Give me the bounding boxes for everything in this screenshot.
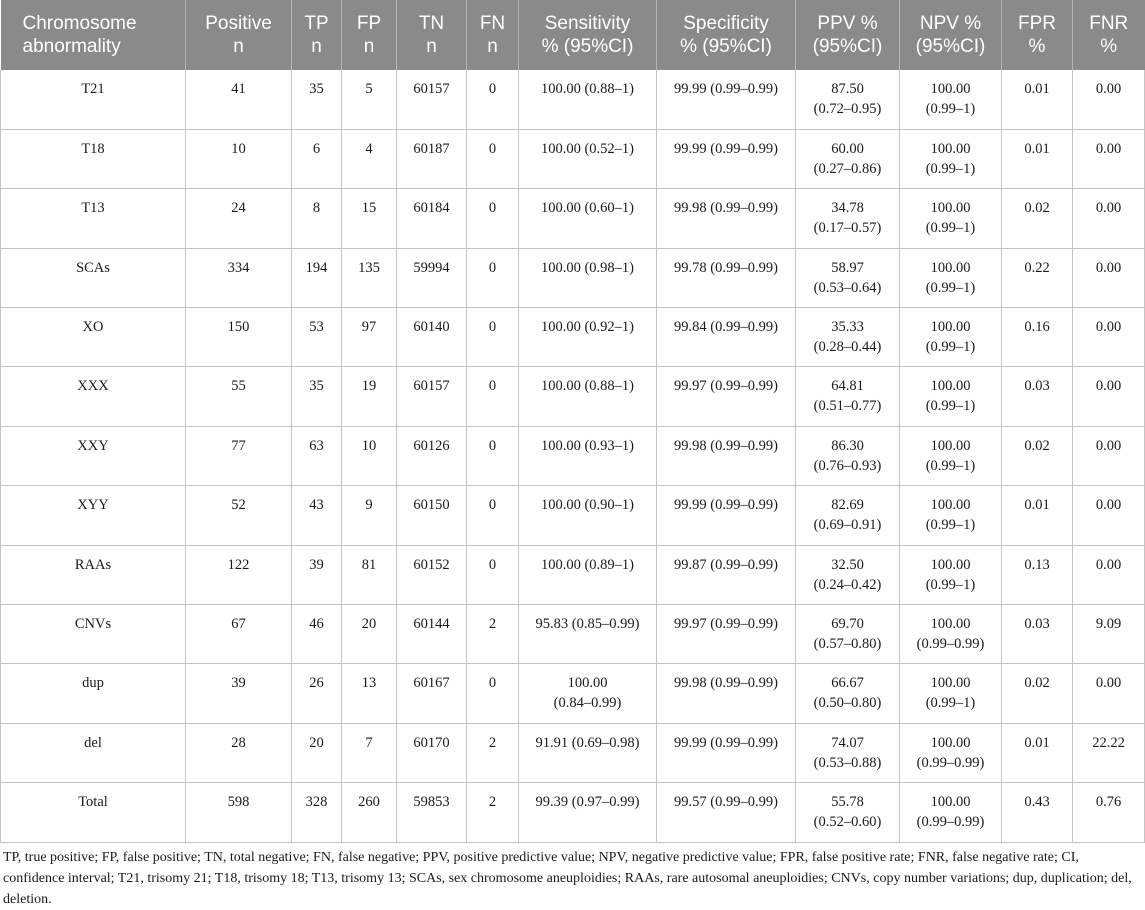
table-row <box>1 367 1145 426</box>
cell-npv: 100.00 (0.99–1) <box>900 664 1002 723</box>
cell-specificity: 99.99 (0.99–0.99) <box>657 70 796 129</box>
cell-abnormality: SCAs <box>1 248 186 307</box>
header-row <box>1 0 1145 70</box>
cell-fp: 10 <box>342 426 397 485</box>
cell-fnr: 22.22 <box>1073 723 1145 782</box>
cell-fn: 0 <box>467 664 519 723</box>
cell-ppv: 55.78 (0.52–0.60) <box>796 783 900 842</box>
cell-fpr: 0.02 <box>1002 426 1073 485</box>
cell-fp: 5 <box>342 70 397 129</box>
cell-fn: 2 <box>467 783 519 842</box>
cell-positive: 10 <box>186 129 292 188</box>
cell-fpr: 0.03 <box>1002 605 1073 664</box>
cell-abnormality: Total <box>1 783 186 842</box>
cell-tp: 8 <box>292 189 342 248</box>
cell-fnr: 0.00 <box>1073 308 1145 367</box>
table-row <box>1 545 1145 604</box>
cell-positive: 334 <box>186 248 292 307</box>
cell-fn: 2 <box>467 605 519 664</box>
cell-tp: 39 <box>292 545 342 604</box>
cell-ppv: 86.30 (0.76–0.93) <box>796 426 900 485</box>
cell-npv: 100.00 (0.99–1) <box>900 426 1002 485</box>
cell-ppv: 74.07 (0.53–0.88) <box>796 723 900 782</box>
cell-tn: 60152 <box>397 545 467 604</box>
cell-tn: 60184 <box>397 189 467 248</box>
cell-tn: 60170 <box>397 723 467 782</box>
cell-abnormality: XXX <box>1 367 186 426</box>
cell-sensitivity: 99.39 (0.97–0.99) <box>519 783 657 842</box>
cell-fp: 260 <box>342 783 397 842</box>
cell-sensitivity: 100.00 (0.89–1) <box>519 545 657 604</box>
cell-sensitivity: 100.00 (0.88–1) <box>519 367 657 426</box>
column-header-fn: FN n <box>467 0 519 70</box>
cell-fn: 2 <box>467 723 519 782</box>
cell-tp: 26 <box>292 664 342 723</box>
table-row <box>1 308 1145 367</box>
column-header-abnormality: Chromosome abnormality <box>1 0 186 70</box>
cell-fp: 7 <box>342 723 397 782</box>
cell-fn: 0 <box>467 248 519 307</box>
cell-fpr: 0.01 <box>1002 70 1073 129</box>
table-footnote: TP, true positive; FP, false positive; TN, total negative; FN, false negative; PPV, positive predictive value; NPV, negative predictive value; FPR, false positive rate; FNR, false negative rate; CI, confidence interval; T21, trisomy 21; T18, trisomy 18; T13, trisomy 13; SCAs, sex chromosome aneuploidies; RAAs, rare autosomal aneuploidies; CNVs, copy number variations; dup, duplication; del, deletion. <box>3 849 1132 907</box>
cell-specificity: 99.99 (0.99–0.99) <box>657 723 796 782</box>
cell-fpr: 0.01 <box>1002 486 1073 545</box>
cell-positive: 150 <box>186 308 292 367</box>
cell-abnormality: XO <box>1 308 186 367</box>
table-row <box>1 189 1145 248</box>
cell-fnr: 0.00 <box>1073 248 1145 307</box>
cell-npv: 100.00 (0.99–1) <box>900 129 1002 188</box>
cell-sensitivity: 91.91 (0.69–0.98) <box>519 723 657 782</box>
cell-positive: 122 <box>186 545 292 604</box>
cell-fn: 0 <box>467 426 519 485</box>
cell-npv: 100.00 (0.99–1) <box>900 248 1002 307</box>
cell-fn: 0 <box>467 129 519 188</box>
cell-specificity: 99.98 (0.99–0.99) <box>657 189 796 248</box>
table-row <box>1 723 1145 782</box>
cell-fn: 0 <box>467 70 519 129</box>
cell-ppv: 32.50 (0.24–0.42) <box>796 545 900 604</box>
cell-npv: 100.00 (0.99–1) <box>900 70 1002 129</box>
cell-tn: 60150 <box>397 486 467 545</box>
cell-fp: 19 <box>342 367 397 426</box>
cell-abnormality: CNVs <box>1 605 186 664</box>
cell-fpr: 0.22 <box>1002 248 1073 307</box>
cell-ppv: 60.00 (0.27–0.86) <box>796 129 900 188</box>
cell-ppv: 35.33 (0.28–0.44) <box>796 308 900 367</box>
cell-fnr: 0.00 <box>1073 367 1145 426</box>
cell-specificity: 99.57 (0.99–0.99) <box>657 783 796 842</box>
cell-positive: 55 <box>186 367 292 426</box>
column-header-positive: Positive n <box>186 0 292 70</box>
cell-specificity: 99.84 (0.99–0.99) <box>657 308 796 367</box>
cell-positive: 39 <box>186 664 292 723</box>
cell-abnormality: dup <box>1 664 186 723</box>
cell-sensitivity: 95.83 (0.85–0.99) <box>519 605 657 664</box>
cell-positive: 77 <box>186 426 292 485</box>
cell-tn: 60157 <box>397 367 467 426</box>
cell-positive: 28 <box>186 723 292 782</box>
cell-specificity: 99.97 (0.99–0.99) <box>657 605 796 664</box>
cell-tp: 46 <box>292 605 342 664</box>
cell-sensitivity: 100.00 (0.52–1) <box>519 129 657 188</box>
cell-fp: 20 <box>342 605 397 664</box>
cell-fnr: 9.09 <box>1073 605 1145 664</box>
cell-fp: 4 <box>342 129 397 188</box>
cell-fp: 13 <box>342 664 397 723</box>
cell-fpr: 0.13 <box>1002 545 1073 604</box>
cell-npv: 100.00 (0.99–0.99) <box>900 605 1002 664</box>
cell-positive: 24 <box>186 189 292 248</box>
cell-sensitivity: 100.00 (0.93–1) <box>519 426 657 485</box>
cell-npv: 100.00 (0.99–0.99) <box>900 783 1002 842</box>
cell-sensitivity: 100.00 (0.84–0.99) <box>519 664 657 723</box>
cell-fnr: 0.76 <box>1073 783 1145 842</box>
cell-sensitivity: 100.00 (0.90–1) <box>519 486 657 545</box>
column-header-fpr: FPR % <box>1002 0 1073 70</box>
cell-fpr: 0.01 <box>1002 129 1073 188</box>
column-header-npv: NPV % (95%CI) <box>900 0 1002 70</box>
cell-abnormality: del <box>1 723 186 782</box>
column-header-tn: TN n <box>397 0 467 70</box>
cell-fpr: 0.02 <box>1002 189 1073 248</box>
cell-specificity: 99.78 (0.99–0.99) <box>657 248 796 307</box>
cell-sensitivity: 100.00 (0.88–1) <box>519 70 657 129</box>
cell-fp: 135 <box>342 248 397 307</box>
cell-tp: 53 <box>292 308 342 367</box>
cell-npv: 100.00 (0.99–1) <box>900 189 1002 248</box>
cell-positive: 67 <box>186 605 292 664</box>
cell-fp: 15 <box>342 189 397 248</box>
cell-tp: 35 <box>292 367 342 426</box>
column-header-ppv: PPV % (95%CI) <box>796 0 900 70</box>
cell-fp: 81 <box>342 545 397 604</box>
cell-tp: 63 <box>292 426 342 485</box>
cell-sensitivity: 100.00 (0.98–1) <box>519 248 657 307</box>
column-header-sensitivity: Sensitivity % (95%CI) <box>519 0 657 70</box>
cell-tp: 35 <box>292 70 342 129</box>
column-header-specificity: Specificity % (95%CI) <box>657 0 796 70</box>
cell-fpr: 0.01 <box>1002 723 1073 782</box>
cell-fn: 0 <box>467 367 519 426</box>
cell-tn: 60157 <box>397 70 467 129</box>
table-row-total <box>1 783 1145 842</box>
cell-positive: 52 <box>186 486 292 545</box>
cell-fn: 0 <box>467 189 519 248</box>
cell-fn: 0 <box>467 308 519 367</box>
cell-abnormality: T13 <box>1 189 186 248</box>
cell-ppv: 66.67 (0.50–0.80) <box>796 664 900 723</box>
column-header-fnr: FNR % <box>1073 0 1145 70</box>
cell-ppv: 58.97 (0.53–0.64) <box>796 248 900 307</box>
cell-specificity: 99.99 (0.99–0.99) <box>657 129 796 188</box>
cell-positive: 598 <box>186 783 292 842</box>
cell-fpr: 0.03 <box>1002 367 1073 426</box>
cell-sensitivity: 100.00 (0.60–1) <box>519 189 657 248</box>
cell-npv: 100.00 (0.99–0.99) <box>900 723 1002 782</box>
cell-sensitivity: 100.00 (0.92–1) <box>519 308 657 367</box>
cell-ppv: 34.78 (0.17–0.57) <box>796 189 900 248</box>
cell-tn: 59853 <box>397 783 467 842</box>
cell-fnr: 0.00 <box>1073 664 1145 723</box>
cell-abnormality: RAAs <box>1 545 186 604</box>
cell-fnr: 0.00 <box>1073 426 1145 485</box>
cell-npv: 100.00 (0.99–1) <box>900 367 1002 426</box>
cell-tp: 20 <box>292 723 342 782</box>
cell-fpr: 0.16 <box>1002 308 1073 367</box>
cell-tn: 60126 <box>397 426 467 485</box>
cell-positive: 41 <box>186 70 292 129</box>
column-header-fp: FP n <box>342 0 397 70</box>
cell-fnr: 0.00 <box>1073 545 1145 604</box>
cell-fn: 0 <box>467 545 519 604</box>
cell-npv: 100.00 (0.99–1) <box>900 486 1002 545</box>
cell-ppv: 69.70 (0.57–0.80) <box>796 605 900 664</box>
cell-specificity: 99.98 (0.99–0.99) <box>657 426 796 485</box>
cell-fnr: 0.00 <box>1073 70 1145 129</box>
table-row <box>1 129 1145 188</box>
table-row <box>1 664 1145 723</box>
column-header-tp: TP n <box>292 0 342 70</box>
cell-abnormality: T18 <box>1 129 186 188</box>
cell-specificity: 99.98 (0.99–0.99) <box>657 664 796 723</box>
cell-fp: 97 <box>342 308 397 367</box>
cell-tn: 60187 <box>397 129 467 188</box>
cell-fp: 9 <box>342 486 397 545</box>
table-row <box>1 605 1145 664</box>
cell-specificity: 99.87 (0.99–0.99) <box>657 545 796 604</box>
table-row <box>1 70 1145 129</box>
table-row <box>1 486 1145 545</box>
cell-tp: 328 <box>292 783 342 842</box>
cell-tn: 59994 <box>397 248 467 307</box>
cell-tn: 60144 <box>397 605 467 664</box>
cell-tp: 6 <box>292 129 342 188</box>
table-row <box>1 248 1145 307</box>
cell-fnr: 0.00 <box>1073 129 1145 188</box>
cell-specificity: 99.99 (0.99–0.99) <box>657 486 796 545</box>
cell-abnormality: T21 <box>1 70 186 129</box>
cell-tp: 43 <box>292 486 342 545</box>
cell-fn: 0 <box>467 486 519 545</box>
cell-fnr: 0.00 <box>1073 189 1145 248</box>
cell-abnormality: XXY <box>1 426 186 485</box>
cell-fpr: 0.02 <box>1002 664 1073 723</box>
cell-tp: 194 <box>292 248 342 307</box>
cell-ppv: 64.81 (0.51–0.77) <box>796 367 900 426</box>
cell-abnormality: XYY <box>1 486 186 545</box>
cell-fnr: 0.00 <box>1073 486 1145 545</box>
cell-npv: 100.00 (0.99–1) <box>900 545 1002 604</box>
cell-ppv: 82.69 (0.69–0.91) <box>796 486 900 545</box>
cell-specificity: 99.97 (0.99–0.99) <box>657 367 796 426</box>
cell-tn: 60140 <box>397 308 467 367</box>
cell-tn: 60167 <box>397 664 467 723</box>
cell-fpr: 0.43 <box>1002 783 1073 842</box>
cell-npv: 100.00 (0.99–1) <box>900 308 1002 367</box>
cell-ppv: 87.50 (0.72–0.95) <box>796 70 900 129</box>
table-row <box>1 426 1145 485</box>
